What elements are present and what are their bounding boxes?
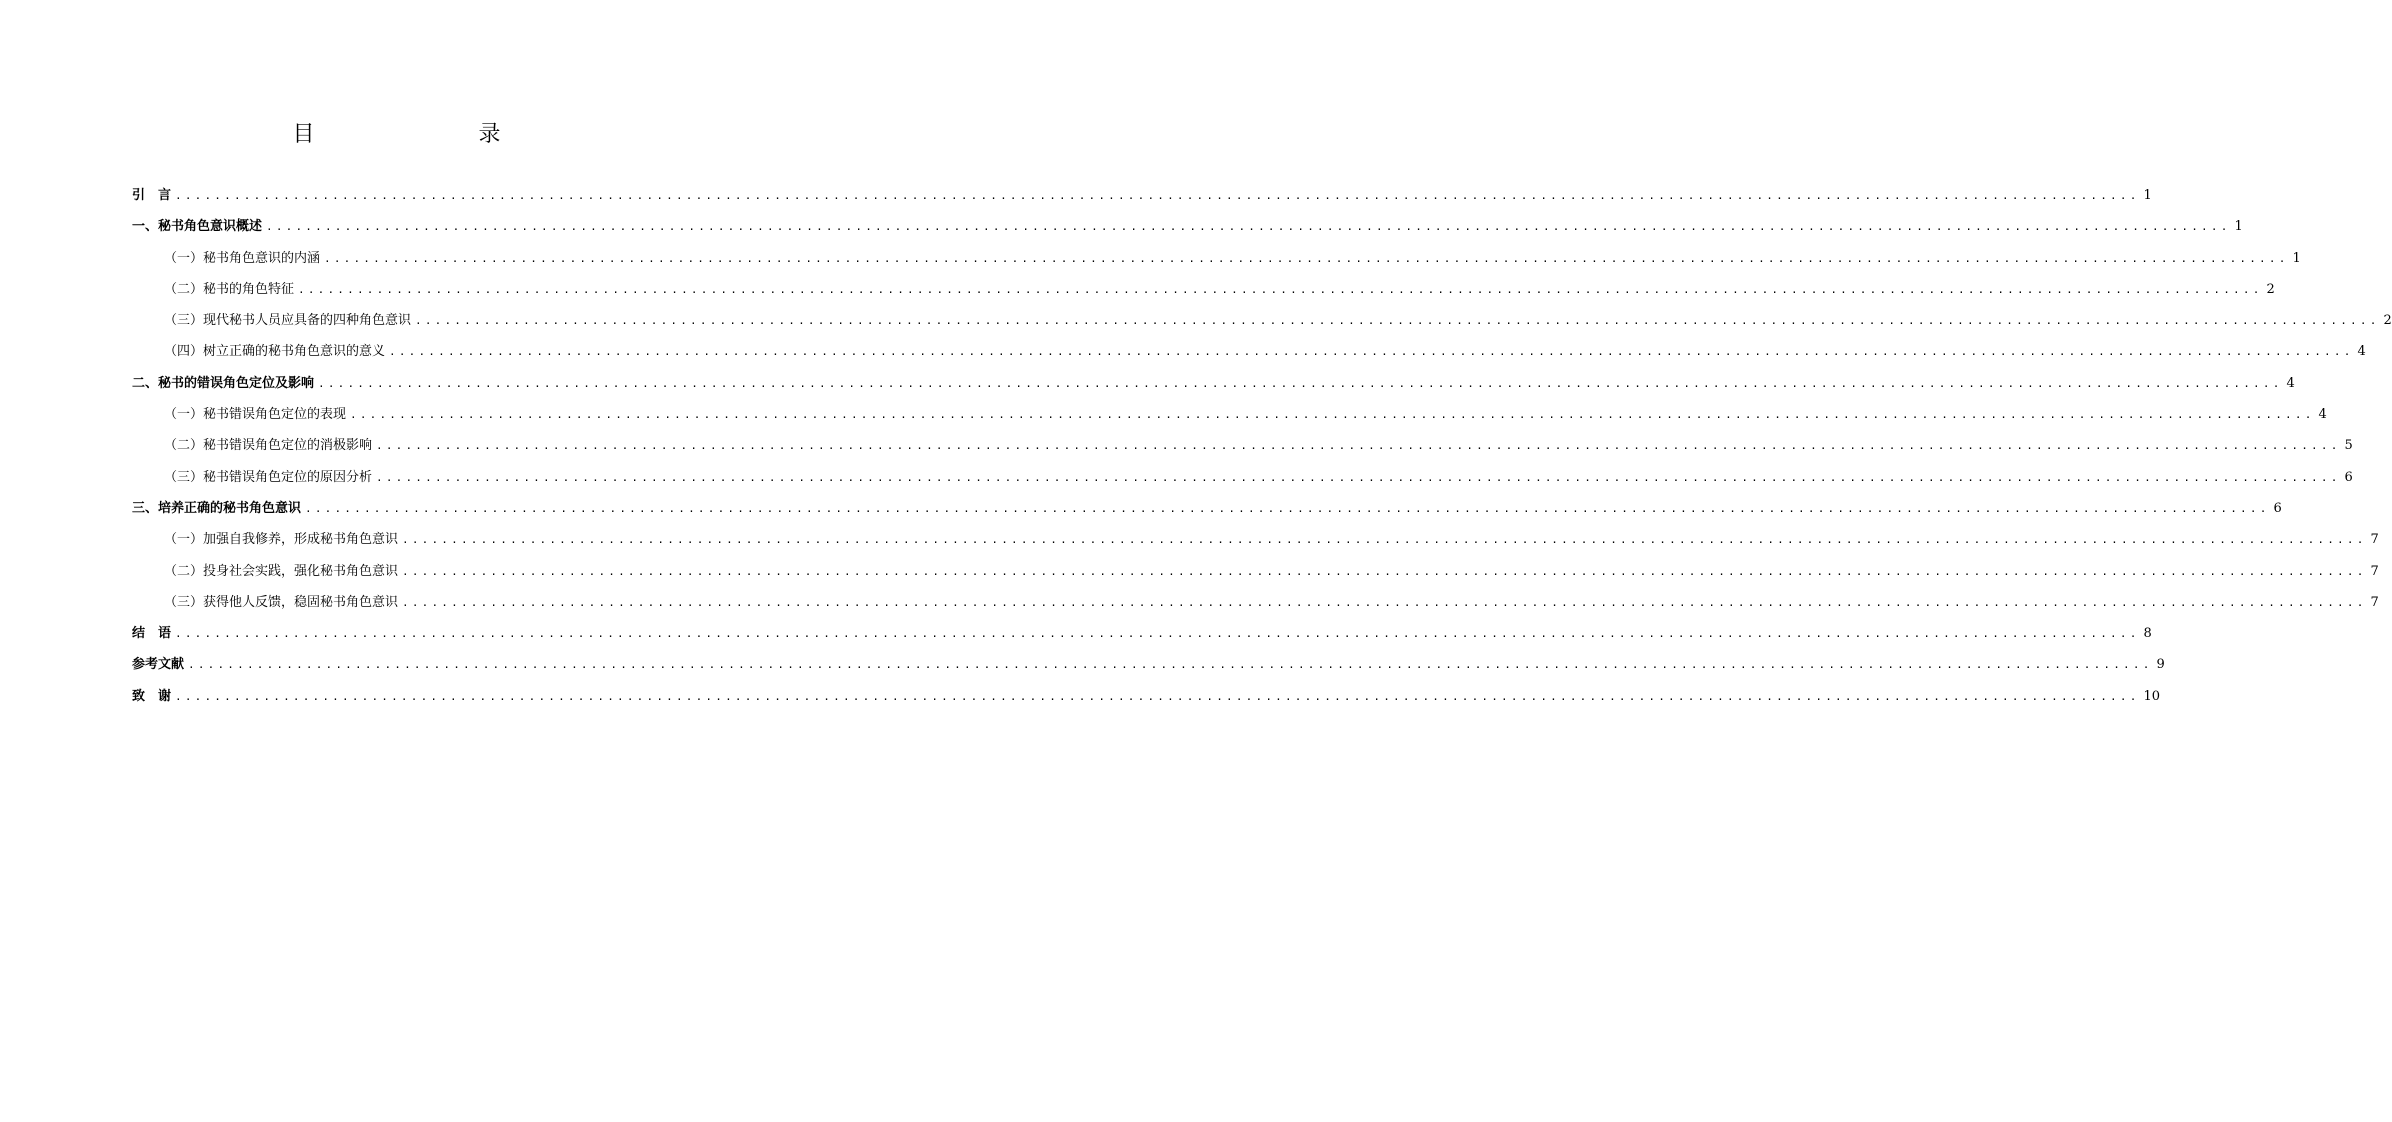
toc-entry-section-2-3[interactable]: [132, 462, 2353, 493]
toc-entry-label: （三）现代秘书人员应具备的四种角色意识: [164, 313, 412, 329]
dot-leader: ........................................................................................................................................................................................................: [402, 564, 2367, 578]
toc-entry-label: （二）投身社会实践，强化秘书角色意识: [164, 563, 399, 579]
dot-leader: ........................................................................................................................................................................................................: [266, 220, 2231, 234]
toc-entry-introduction[interactable]: [132, 180, 2152, 211]
dot-leader: ........................................................................................................................................................................................................: [389, 345, 2354, 359]
toc-entry-label: （三）秘书错误角色定位的原因分析: [164, 469, 373, 485]
toc-entry-label: （二）秘书错误角色定位的消极影响: [164, 438, 373, 454]
toc-entry-label: 引 言: [132, 188, 172, 203]
toc-entry-section-1-1[interactable]: [132, 243, 2301, 274]
toc-entry-page: 1: [2292, 250, 2301, 266]
toc-entry-section-3-3[interactable]: [132, 587, 2379, 618]
toc-entry-section-2-1[interactable]: [132, 399, 2327, 430]
toc-entry-page: 4: [2286, 375, 2295, 391]
toc-entry-page: 9: [2156, 657, 2165, 673]
toc-entry-page: 6: [2273, 500, 2282, 516]
toc-entry-section-1-2[interactable]: [132, 274, 2275, 305]
toc-entry-label: （三）获得他人反馈，稳固秘书角色意识: [164, 594, 399, 610]
toc-entry-chapter-1[interactable]: [132, 211, 2243, 242]
toc-entry-page: 4: [2357, 344, 2366, 360]
toc-entry-page: 7: [2370, 563, 2379, 579]
toc-entry-page: 4: [2318, 407, 2327, 423]
table-of-contents: [132, 180, 2392, 712]
toc-entry-references[interactable]: [132, 649, 2165, 680]
dot-leader: ........................................................................................................................................................................................................: [305, 501, 2270, 515]
toc-entry-label: 结 语: [132, 626, 172, 642]
dot-leader: ........................................................................................................................................................................................................: [402, 533, 2367, 547]
toc-entry-label: （一）加强自我修养，形成秘书角色意识: [164, 532, 399, 548]
toc-entry-page: 7: [2370, 594, 2379, 610]
toc-entry-conclusion[interactable]: [132, 618, 2152, 649]
toc-entry-page: 10: [2143, 688, 2161, 704]
dot-leader: ........................................................................................................................................................................................................: [324, 251, 2289, 265]
dot-leader: ........................................................................................................................................................................................................: [188, 658, 2153, 672]
toc-entry-label: 致 谢: [132, 688, 172, 704]
toc-entry-label: （二）秘书的角色特征: [164, 281, 295, 297]
dot-leader: ........................................................................................................................................................................................................: [415, 314, 2380, 328]
dot-leader: ........................................................................................................................................................................................................: [402, 595, 2367, 609]
toc-entry-chapter-2[interactable]: [132, 368, 2295, 399]
toc-entry-label: （四）树立正确的秘书角色意识的意义: [164, 344, 386, 360]
toc-entry-label: （一）秘书角色意识的内涵: [164, 250, 321, 266]
page-title: 目 录: [292, 122, 541, 147]
toc-entry-section-3-1[interactable]: [132, 524, 2379, 555]
toc-entry-page: 6: [2344, 469, 2353, 485]
toc-entry-page: 2: [2266, 281, 2275, 297]
dot-leader: ........................................................................................................................................................................................................: [175, 189, 2140, 202]
toc-entry-page: 7: [2370, 532, 2379, 548]
toc-entry-label: 参考文献: [132, 657, 185, 673]
toc-entry-section-2-2[interactable]: [132, 430, 2353, 461]
toc-entry-section-1-4[interactable]: [132, 336, 2366, 367]
dot-leader: ........................................................................................................................................................................................................: [175, 627, 2140, 641]
dot-leader: ........................................................................................................................................................................................................: [376, 470, 2341, 484]
toc-entry-chapter-3[interactable]: [132, 493, 2282, 524]
dot-leader: ........................................................................................................................................................................................................: [376, 439, 2341, 453]
toc-entry-section-3-2[interactable]: [132, 556, 2379, 587]
toc-entry-label: 一、秘书角色意识概述: [132, 219, 263, 235]
dot-leader: ........................................................................................................................................................................................................: [318, 376, 2283, 390]
toc-entry-label: 三、培养正确的秘书角色意识: [132, 500, 302, 516]
dot-leader: ........................................................................................................................................................................................................: [175, 689, 2140, 703]
toc-entry-label: （一）秘书错误角色定位的表现: [164, 407, 347, 423]
toc-entry-section-1-3[interactable]: [132, 305, 2392, 336]
toc-entry-page: 5: [2344, 438, 2353, 454]
toc-entry-label: 二、秘书的错误角色定位及影响: [132, 375, 315, 391]
toc-entry-acknowledgements[interactable]: [132, 681, 2161, 712]
toc-entry-page: 1: [2143, 188, 2152, 203]
toc-entry-page: 8: [2143, 626, 2152, 642]
dot-leader: ........................................................................................................................................................................................................: [298, 282, 2263, 296]
toc-entry-page: 2: [2383, 313, 2392, 329]
toc-entry-page: 1: [2234, 219, 2243, 235]
dot-leader: ........................................................................................................................................................................................................: [350, 408, 2315, 422]
